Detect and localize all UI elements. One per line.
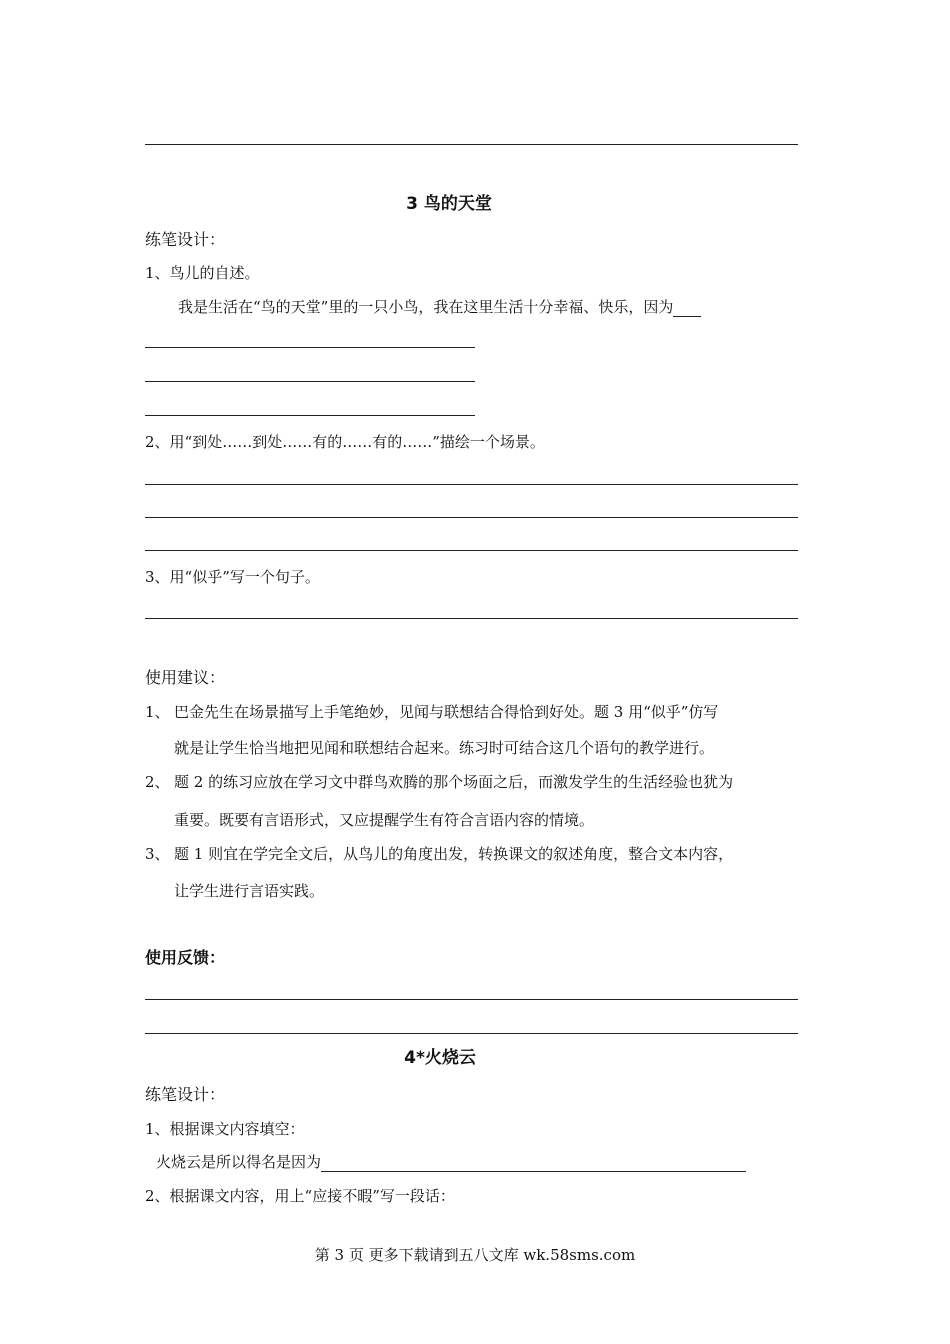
advice-item-line: 让学生进行言语实践。 [174, 882, 325, 900]
lesson4-question-1: 1、根据课文内容填空： [145, 1120, 305, 1138]
advice-item-line: 巴金先生在场景描写上手笔绝妙，见闻与联想结合得恰到好处。题 3 用“似乎”仿写 [174, 703, 719, 721]
answer-line[interactable] [145, 517, 798, 518]
lesson3-advice-heading: 使用建议： [145, 668, 226, 687]
advice-item-line: 题 2 的练习应放在学习文中群鸟欢腾的那个场面之后，而激发学生的生活经验也犹为 [174, 773, 734, 791]
answer-line[interactable] [145, 550, 798, 551]
advice-item-line: 题 1 则宜在学完全文后，从鸟儿的角度出发，转换课文的叙述角度，整合文本内容， [174, 845, 734, 863]
advice-item-line: 重要。既要有言语形式，又应提醒学生有符合言语内容的情境。 [174, 811, 595, 829]
feedback-line[interactable] [145, 999, 798, 1000]
lesson3-question-3: 3、用“似乎”写一个句子。 [145, 568, 320, 586]
lesson3-question-1-prompt [178, 297, 701, 317]
advice-item-number: 1、 [145, 703, 170, 721]
lesson4-question-1-prompt [156, 1152, 746, 1172]
lesson3-question-1-text: 我是生活在“鸟的天堂”里的一只小鸟，我在这里生活十分幸福、快乐，因为 [178, 298, 674, 316]
top-divider-line [145, 144, 798, 145]
page-footer: 第 3 页 更多下载请到五八文库 wk.58sms.com [314, 1246, 636, 1264]
lesson3-question-1: 1、鸟儿的自述。 [145, 264, 260, 282]
answer-line[interactable] [145, 618, 798, 619]
lesson4-title: 4*火烧云 [404, 1048, 476, 1068]
lesson3-design-heading: 练笔设计： [145, 230, 226, 249]
lesson4-question-1-text: 火烧云是所以得名是因为 [156, 1153, 322, 1171]
answer-blank[interactable] [673, 300, 701, 317]
feedback-line[interactable] [145, 1033, 798, 1034]
advice-item-line: 就是让学生恰当地把见闻和联想结合起来。练习时可结合这几个语句的教学进行。 [174, 739, 715, 757]
lesson3-question-2: 2、用“到处……到处……有的……有的……”描绘一个场景。 [145, 433, 545, 451]
answer-line[interactable] [145, 381, 475, 382]
lesson3-title: 3 鸟的天堂 [406, 194, 492, 214]
lesson4-design-heading: 练笔设计： [145, 1085, 226, 1104]
answer-line[interactable] [145, 415, 475, 416]
lesson3-feedback-heading: 使用反馈： [145, 948, 226, 967]
lesson4-question-2: 2、根据课文内容，用上“应接不暇”写一段话： [145, 1187, 455, 1205]
answer-blank[interactable] [321, 1155, 746, 1172]
answer-line[interactable] [145, 347, 475, 348]
advice-item-number: 2、 [145, 773, 170, 791]
advice-item-number: 3、 [145, 845, 170, 863]
answer-line[interactable] [145, 484, 798, 485]
